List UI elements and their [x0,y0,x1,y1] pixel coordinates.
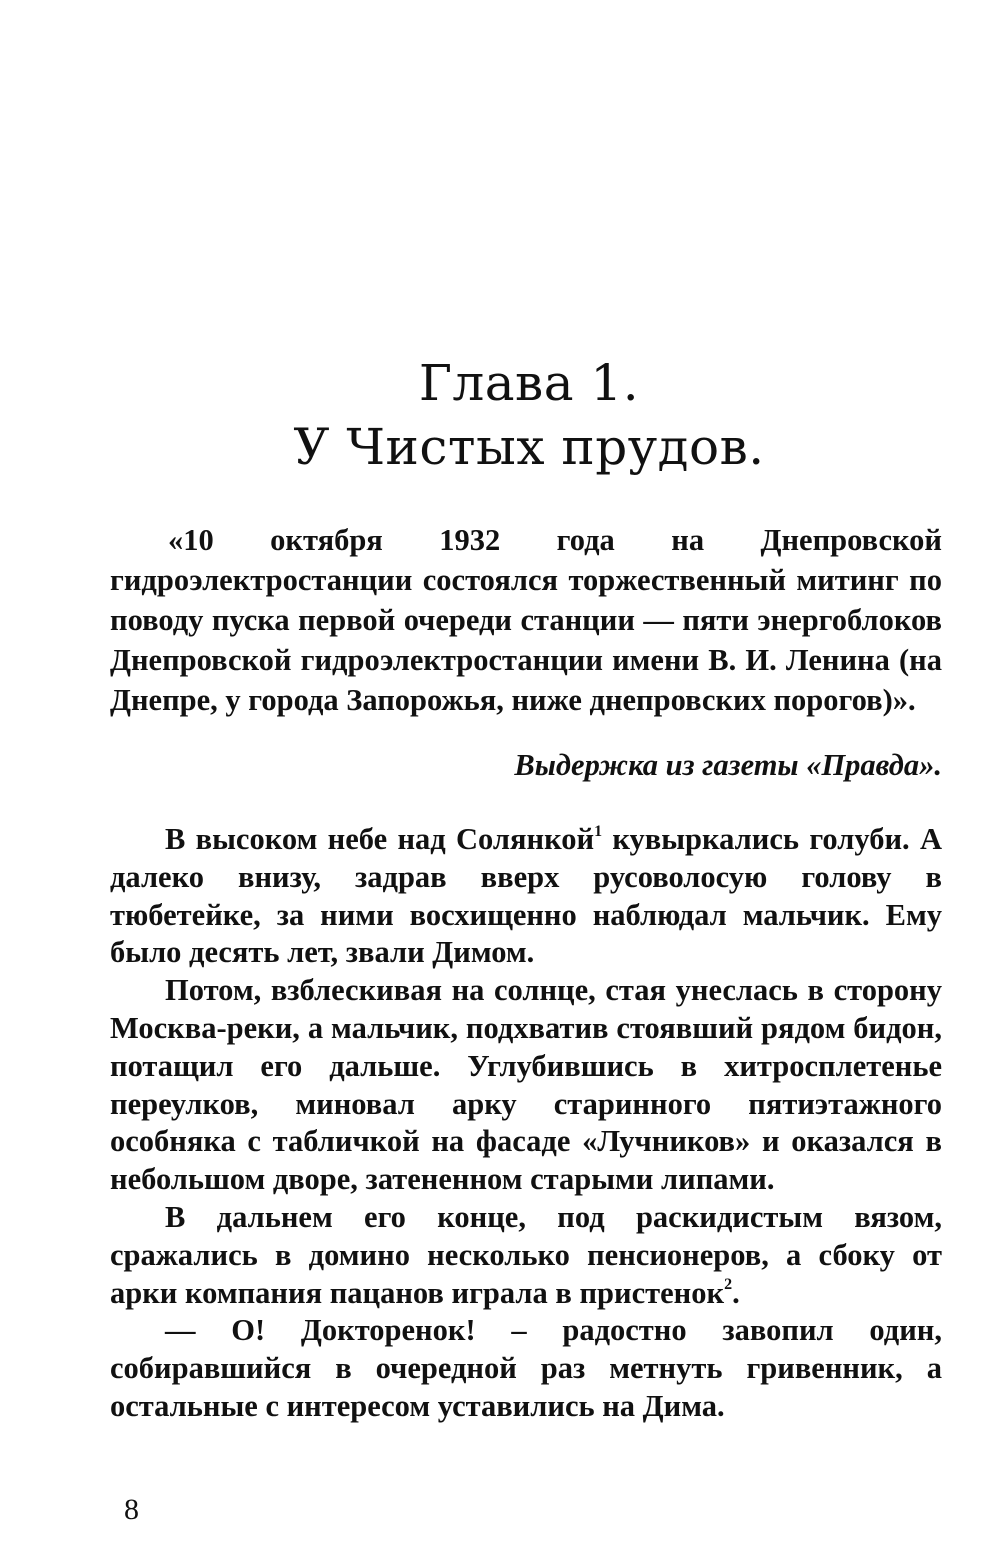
paragraph-1 [110,821,942,972]
chapter-number: Глава 1. [418,354,640,412]
paragraph-3-start: В дальнем его конце, под раскидистым вязом, сражались в домино несколько пенсионеров, а сбоку от арки компания пацанов играла в пристенок [110,1199,942,1310]
paragraph-3 [110,1199,942,1312]
epigraph [110,520,942,720]
paragraph-1-start: В высоком небе над Солянкой [165,822,595,856]
paragraph-3-end: . [732,1275,740,1310]
epigraph-text: «10 октября 1932 года на Днепровской гидроэлектростанции состоялся торжественный митинг по поводу пуска первой очереди станции — пяти энергоблоков Днепровской гидроэлектростанции имени В. И. Ленина (на Днепре, у города Запорожья, ниже днепровских порогов)». [110,523,942,717]
page-number: 8 [124,1493,139,1526]
footnote-ref-1[interactable]: 1 [594,822,603,840]
footnote-ref-2[interactable]: 2 [724,1276,733,1294]
paragraph-1-end: кувыркались голуби. А далеко внизу, задрав вверх русоволосую голову в тюбетейке, за ними восхищенно наблюдал мальчик. Ему было десять лет, звали Димом. [110,822,942,970]
paragraph-2: Потом, взблескивая на солнце, стая унеслась в сторону Москва-реки, а мальчик, подхватив стоявший рядом бидон, потащил его дальше. Углубившись в хитросплетенье переулков, миновал арку старинного пятиэтажного особняка с табличкой на фасаде «Лучников» и оказался в небольшом дворе, затененном старыми липами. [110,973,942,1197]
body-text [110,821,942,1426]
chapter-title [0,352,1000,480]
epigraph-source: Выдержка из газеты «Правда». [514,748,942,782]
paragraph-4: — О! Докторенок! – радостно завопил один, собиравшийся в очередной раз метнуть гривенник, а остальные с интересом уставились на Дима. [110,1313,942,1423]
chapter-name: У Чистых прудов. [293,418,765,476]
